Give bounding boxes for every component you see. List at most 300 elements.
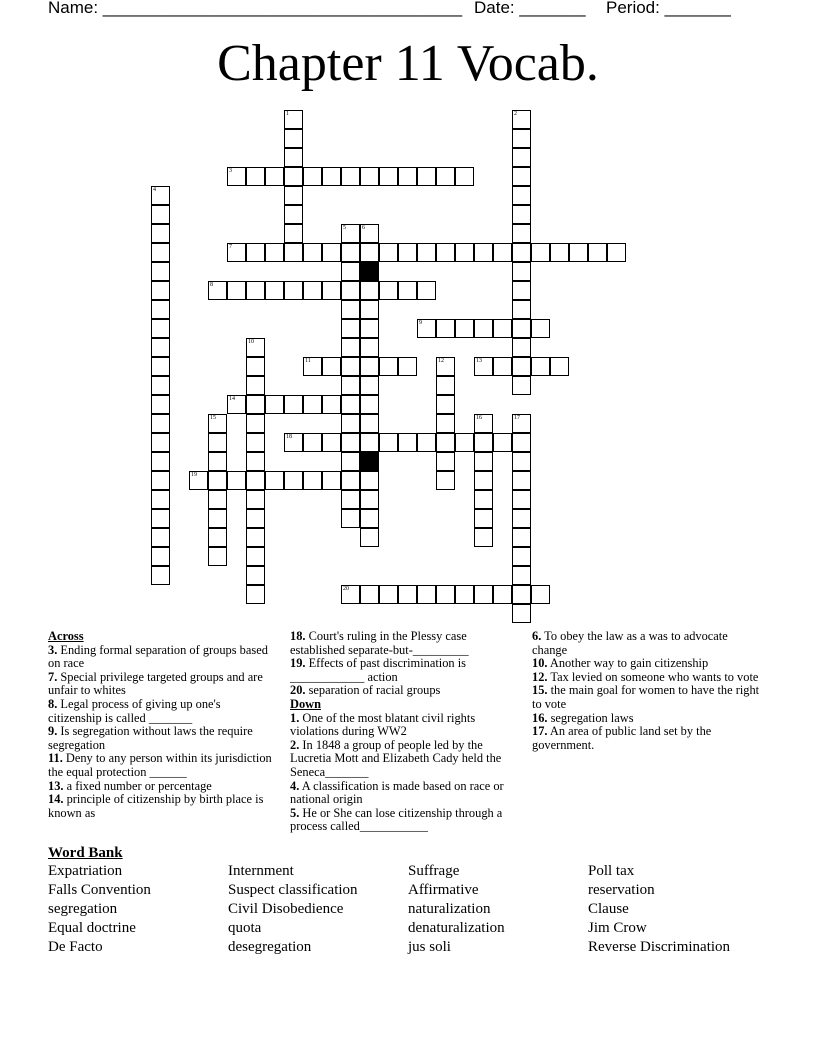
grid-cell[interactable] <box>512 129 531 148</box>
grid-cell[interactable] <box>512 414 531 433</box>
grid-cell[interactable] <box>436 471 455 490</box>
grid-cell[interactable] <box>208 547 227 566</box>
grid-cell[interactable] <box>265 243 284 262</box>
clue-number: 17 <box>514 415 520 421</box>
grid-cell[interactable] <box>360 414 379 433</box>
clue-number: 7 <box>229 244 232 250</box>
grid-cell[interactable] <box>322 357 341 376</box>
grid-cell[interactable] <box>550 243 569 262</box>
grid-cell[interactable] <box>512 224 531 243</box>
grid-cell[interactable] <box>151 414 170 433</box>
word-bank-item: quota <box>228 920 262 936</box>
word-bank-item: desegregation <box>228 939 312 955</box>
grid-cell[interactable] <box>284 148 303 167</box>
grid-cell[interactable] <box>512 262 531 281</box>
clue-item-text: Is segregation without laws the require segregation <box>48 724 253 752</box>
grid-cell[interactable] <box>455 585 474 604</box>
clue-item-text: One of the most blatant civil rights violations during WW2 <box>290 710 476 739</box>
grid-cell[interactable] <box>493 433 512 452</box>
grid-cell[interactable] <box>341 509 360 528</box>
grid-cell[interactable] <box>379 281 398 300</box>
grid-cell[interactable] <box>284 281 303 300</box>
clue-number: 10 <box>248 339 254 345</box>
clue-item <box>290 712 524 739</box>
clue-item-text: He or She can lose citizenship through a process called___________ <box>290 805 503 834</box>
grid-cell[interactable] <box>303 471 322 490</box>
grid-cell[interactable] <box>474 528 493 547</box>
grid-cell[interactable] <box>151 528 170 547</box>
grid-cell[interactable] <box>303 357 322 376</box>
grid-cell[interactable] <box>151 433 170 452</box>
grid-cell[interactable] <box>607 243 626 262</box>
grid-cell[interactable] <box>512 490 531 509</box>
grid-cell[interactable] <box>341 338 360 357</box>
clue-item-number: 5. <box>290 805 300 820</box>
grid-cell[interactable] <box>455 433 474 452</box>
grid-cell[interactable] <box>341 167 360 186</box>
clue-item-number: 7. <box>48 669 58 684</box>
grid-cell[interactable] <box>531 357 550 376</box>
grid-cell[interactable] <box>246 338 265 357</box>
grid-cell[interactable] <box>322 167 341 186</box>
grid-cell[interactable] <box>151 395 170 414</box>
grid-cell[interactable] <box>246 376 265 395</box>
grid-cell[interactable] <box>360 585 379 604</box>
grid-cell[interactable] <box>265 281 284 300</box>
grid-cell[interactable] <box>512 585 531 604</box>
clue-item <box>48 793 274 820</box>
grid-cell[interactable] <box>341 300 360 319</box>
grid-cell[interactable] <box>493 243 512 262</box>
grid-cell[interactable] <box>151 319 170 338</box>
grid-cell[interactable] <box>512 509 531 528</box>
grid-cell[interactable] <box>284 110 303 129</box>
grid-cell[interactable] <box>474 433 493 452</box>
grid-cell[interactable] <box>436 376 455 395</box>
grid-cell[interactable] <box>151 243 170 262</box>
grid-cell[interactable] <box>417 319 436 338</box>
grid-cell[interactable] <box>379 585 398 604</box>
grid-cell[interactable] <box>151 376 170 395</box>
grid-cell[interactable] <box>512 300 531 319</box>
grid-cell[interactable] <box>360 433 379 452</box>
grid-cell[interactable] <box>474 452 493 471</box>
grid-cell[interactable] <box>341 471 360 490</box>
grid-cell[interactable] <box>455 319 474 338</box>
word-bank-item: Reverse Discrimination <box>588 939 731 955</box>
grid-cell[interactable] <box>493 357 512 376</box>
grid-cell[interactable] <box>360 338 379 357</box>
clue-item <box>48 671 274 698</box>
grid-cell[interactable] <box>322 395 341 414</box>
grid-cell[interactable] <box>246 547 265 566</box>
clue-number: 12 <box>438 358 444 364</box>
clue-item-text: An area of public land set by the government. <box>532 724 712 752</box>
clue-item <box>532 712 764 726</box>
clue-item <box>532 725 764 752</box>
grid-cell[interactable] <box>436 414 455 433</box>
grid-cell[interactable] <box>436 357 455 376</box>
clue-item <box>532 684 764 711</box>
date-field-label: Date: _______ <box>474 0 586 17</box>
grid-cell[interactable] <box>360 528 379 547</box>
grid-cell[interactable] <box>208 528 227 547</box>
grid-cell[interactable] <box>303 167 322 186</box>
grid-cell[interactable] <box>360 281 379 300</box>
clue-item <box>532 657 764 671</box>
grid-cell[interactable] <box>474 243 493 262</box>
grid-cell[interactable] <box>474 509 493 528</box>
grid-cell[interactable] <box>151 509 170 528</box>
clue-item-number: 11. <box>48 751 63 766</box>
grid-cell[interactable] <box>322 243 341 262</box>
grid-cell[interactable] <box>151 338 170 357</box>
clues-column-1 <box>48 630 274 820</box>
grid-cell[interactable] <box>531 585 550 604</box>
grid-cell[interactable] <box>151 471 170 490</box>
clue-item-text: Legal process of giving up one's citizenship is called _______ <box>48 696 221 725</box>
clue-item-text: principle of citizenship by birth place is known as <box>48 792 264 820</box>
grid-cell[interactable] <box>360 395 379 414</box>
grid-cell[interactable] <box>246 243 265 262</box>
grid-cell[interactable] <box>398 167 417 186</box>
grid-cell[interactable] <box>208 433 227 452</box>
grid-cell[interactable] <box>151 186 170 205</box>
grid-cell[interactable] <box>550 357 569 376</box>
clue-item-number: 16. <box>532 710 548 725</box>
grid-cell[interactable] <box>341 376 360 395</box>
grid-cell[interactable] <box>436 585 455 604</box>
grid-cell[interactable] <box>151 262 170 281</box>
grid-cell[interactable] <box>474 490 493 509</box>
clues-column-3 <box>532 630 764 752</box>
grid-cell[interactable] <box>246 509 265 528</box>
clue-item <box>290 780 524 807</box>
grid-cell[interactable] <box>341 414 360 433</box>
grid-cell[interactable] <box>341 243 360 262</box>
grid-cell[interactable] <box>398 357 417 376</box>
grid-cell[interactable] <box>303 243 322 262</box>
grid-cell[interactable] <box>303 281 322 300</box>
grid-cell[interactable] <box>512 186 531 205</box>
clue-number: 16 <box>476 415 482 421</box>
clue-item-text: the main goal for women to have the right to vote <box>532 683 760 711</box>
grid-cell[interactable] <box>208 509 227 528</box>
grid-cell[interactable] <box>360 243 379 262</box>
grid-cell[interactable] <box>322 433 341 452</box>
clue-item-number: 19. <box>290 656 306 671</box>
grid-cell[interactable] <box>531 243 550 262</box>
grid-cell[interactable] <box>398 243 417 262</box>
grid-cell[interactable] <box>284 186 303 205</box>
grid-cell[interactable] <box>360 224 379 243</box>
grid-cell[interactable] <box>227 167 246 186</box>
grid-cell[interactable] <box>417 585 436 604</box>
grid-cell[interactable] <box>474 471 493 490</box>
clue-item-number: 18. <box>290 629 306 643</box>
clue-item-number: 20. <box>290 683 306 698</box>
grid-cell[interactable] <box>360 509 379 528</box>
grid-cell[interactable] <box>493 585 512 604</box>
grid-cell[interactable] <box>284 243 303 262</box>
grid-cell[interactable] <box>512 205 531 224</box>
grid-cell[interactable] <box>436 433 455 452</box>
grid-cell[interactable] <box>512 433 531 452</box>
grid-cell[interactable] <box>151 490 170 509</box>
grid-cell[interactable] <box>246 490 265 509</box>
grid-cell[interactable] <box>512 167 531 186</box>
grid-cell[interactable] <box>151 566 170 585</box>
grid-cell[interactable] <box>398 433 417 452</box>
word-bank-item: Expatriation <box>48 863 123 879</box>
clue-item-number: 6. <box>532 629 542 643</box>
clue-number: 2 <box>514 111 517 117</box>
grid-cell[interactable] <box>512 566 531 585</box>
clue-item <box>290 657 524 684</box>
grid-cell[interactable] <box>360 376 379 395</box>
grid-cell[interactable] <box>208 490 227 509</box>
word-bank-item: reservation <box>588 882 655 898</box>
clue-item-text: segregation laws <box>547 710 634 725</box>
grid-cell[interactable] <box>341 224 360 243</box>
grid-cell[interactable] <box>151 357 170 376</box>
grid-cell[interactable] <box>284 395 303 414</box>
grid-cell[interactable] <box>474 414 493 433</box>
grid-cell[interactable] <box>322 471 341 490</box>
clue-item <box>48 698 274 725</box>
grid-cell[interactable] <box>151 547 170 566</box>
grid-cell[interactable] <box>493 319 512 338</box>
grid-cell[interactable] <box>417 433 436 452</box>
across-clue-list <box>48 644 274 821</box>
grid-cell[interactable] <box>341 585 360 604</box>
clue-item-number: 2. <box>290 737 300 752</box>
grid-cell[interactable] <box>265 395 284 414</box>
clue-item-text: Tax levied on someone who wants to vote <box>547 669 759 684</box>
grid-cell[interactable] <box>379 167 398 186</box>
grid-cell[interactable] <box>246 357 265 376</box>
grid-cell[interactable] <box>246 566 265 585</box>
grid-cell[interactable] <box>398 585 417 604</box>
grid-cell[interactable] <box>246 414 265 433</box>
grid-cell[interactable] <box>512 604 531 623</box>
grid-cell[interactable] <box>417 243 436 262</box>
grid-cell[interactable] <box>531 319 550 338</box>
grid-cell[interactable] <box>341 452 360 471</box>
grid-cell[interactable] <box>227 471 246 490</box>
grid-cell[interactable] <box>151 224 170 243</box>
grid-cell[interactable] <box>227 281 246 300</box>
grid-cell[interactable] <box>455 243 474 262</box>
grid-cell[interactable] <box>360 357 379 376</box>
word-bank-item: Civil Disobedience <box>228 901 344 917</box>
word-bank-item: Suffrage <box>408 863 460 879</box>
grid-cell[interactable] <box>284 129 303 148</box>
clue-number: 9 <box>419 320 422 326</box>
clue-item-number: 8. <box>48 696 58 711</box>
grid-cell[interactable] <box>436 167 455 186</box>
grid-cell[interactable] <box>379 243 398 262</box>
clue-item-number: 4. <box>290 778 300 793</box>
grid-cell[interactable] <box>512 357 531 376</box>
grid-cell[interactable] <box>341 433 360 452</box>
grid-cell[interactable] <box>474 319 493 338</box>
grid-cell[interactable] <box>398 281 417 300</box>
grid-cell[interactable] <box>189 471 208 490</box>
grid-cell[interactable] <box>303 433 322 452</box>
grid-cell[interactable] <box>208 281 227 300</box>
grid-cell[interactable] <box>208 452 227 471</box>
clue-item-number: 15. <box>532 683 548 698</box>
grid-cell[interactable] <box>436 319 455 338</box>
word-bank-item: Affirmative <box>408 882 479 898</box>
word-bank-item: Clause <box>588 901 629 917</box>
grid-cell[interactable] <box>246 585 265 604</box>
grid-cell[interactable] <box>284 224 303 243</box>
grid-cell[interactable] <box>341 281 360 300</box>
clue-item <box>532 630 764 657</box>
grid-cell[interactable] <box>284 167 303 186</box>
grid-cell[interactable] <box>436 452 455 471</box>
clue-number: 13 <box>476 358 482 364</box>
clue-number: 4 <box>153 187 156 193</box>
clue-item-number: 14. <box>48 792 64 807</box>
clue-item-text: Ending formal separation of groups based on race <box>48 642 268 671</box>
clue-number: 19 <box>191 472 197 478</box>
grid-cell[interactable] <box>265 167 284 186</box>
grid-cell[interactable] <box>208 414 227 433</box>
clue-item <box>532 671 764 685</box>
grid-cell[interactable] <box>322 281 341 300</box>
grid-cell[interactable] <box>379 433 398 452</box>
clue-number: 8 <box>210 282 213 288</box>
clue-item <box>290 630 524 657</box>
grid-cell[interactable] <box>151 205 170 224</box>
grid-cell[interactable] <box>360 471 379 490</box>
clue-item <box>48 752 274 779</box>
clue-item <box>290 684 524 698</box>
grid-cell[interactable] <box>512 452 531 471</box>
grid-cell[interactable] <box>512 281 531 300</box>
grid-cell[interactable] <box>360 490 379 509</box>
grid-cell[interactable] <box>417 167 436 186</box>
grid-cell[interactable] <box>360 167 379 186</box>
word-bank-item: Internment <box>228 863 294 879</box>
grid-cell[interactable] <box>569 243 588 262</box>
clue-item-number: 9. <box>48 724 58 739</box>
grid-cell[interactable] <box>512 319 531 338</box>
word-bank-item: Jim Crow <box>588 920 647 936</box>
clues-column-2 <box>290 630 524 834</box>
clue-number: 15 <box>210 415 216 421</box>
grid-cell[interactable] <box>512 148 531 167</box>
grid-cell[interactable] <box>341 395 360 414</box>
grid-cell[interactable] <box>341 490 360 509</box>
grid-cell[interactable] <box>360 300 379 319</box>
clue-item-text: A classification is made based on race or national origin <box>290 778 504 807</box>
grid-cell[interactable] <box>303 395 322 414</box>
grid-cell[interactable] <box>512 243 531 262</box>
word-bank-item: denaturalization <box>408 920 505 936</box>
clue-item-text: separation of racial groups <box>305 683 441 698</box>
clue-item-number: 3. <box>48 642 58 657</box>
grid-cell[interactable] <box>512 338 531 357</box>
grid-cell[interactable] <box>246 433 265 452</box>
grid-cell[interactable] <box>227 395 246 414</box>
clue-item-number: 13. <box>48 778 64 793</box>
worksheet-title: Chapter 11 Vocab. <box>217 35 599 92</box>
clue-number: 6 <box>362 225 365 231</box>
clue-item-text: Deny to any person within its jurisdiction the equal protection ______ <box>48 751 272 779</box>
grid-cell[interactable] <box>151 281 170 300</box>
clue-item-text: In 1848 a group of people led by the Lucretia Mott and Elizabeth Cady held the Seneca_______ <box>290 737 502 779</box>
grid-cell[interactable] <box>436 243 455 262</box>
clue-item-number: 17. <box>532 724 548 739</box>
grid-cell[interactable] <box>512 471 531 490</box>
clue-item <box>48 780 274 794</box>
clue-number: 20 <box>343 586 349 592</box>
across-heading: Across <box>48 629 84 643</box>
clue-item-text: a fixed number or percentage <box>63 778 212 793</box>
down-heading: Down <box>290 696 321 711</box>
down-clue-list <box>290 712 524 834</box>
grid-cell[interactable] <box>227 243 246 262</box>
period-field-label: Period: _______ <box>606 0 731 17</box>
grid-cell[interactable] <box>455 167 474 186</box>
grid-cell[interactable] <box>379 357 398 376</box>
grid-cell[interactable] <box>246 471 265 490</box>
grid-cell[interactable] <box>151 452 170 471</box>
word-bank-title: Word Bank <box>48 845 123 861</box>
grid-cell[interactable] <box>512 547 531 566</box>
word-bank-item: naturalization <box>408 901 491 917</box>
grid-cell[interactable] <box>417 281 436 300</box>
word-bank-item: Suspect classification <box>228 882 358 898</box>
grid-cell[interactable] <box>151 300 170 319</box>
grid-cell[interactable] <box>246 281 265 300</box>
grid-cell[interactable] <box>284 205 303 224</box>
clue-number: 11 <box>305 358 311 364</box>
word-bank-item: Poll tax <box>588 863 635 879</box>
grid-cell[interactable] <box>208 471 227 490</box>
grid-cell[interactable] <box>284 471 303 490</box>
grid-cell[interactable] <box>588 243 607 262</box>
word-bank-item: Falls Convention <box>48 882 151 898</box>
clue-item-text: Special privilege targeted groups and are unfair to whites <box>48 669 263 698</box>
grid-cell[interactable] <box>341 319 360 338</box>
clue-item <box>48 644 274 671</box>
grid-cell[interactable] <box>512 376 531 395</box>
grid-cell[interactable] <box>265 471 284 490</box>
grid-cell[interactable] <box>512 528 531 547</box>
grid-cell[interactable] <box>360 319 379 338</box>
grid-cell[interactable] <box>341 262 360 281</box>
grid-cell[interactable] <box>474 585 493 604</box>
clue-item <box>48 725 274 752</box>
clue-number: 14 <box>229 396 235 402</box>
grid-cell[interactable] <box>246 395 265 414</box>
clue-item-text: Court's ruling in the Plessy case established separate-but-_________ <box>290 629 469 657</box>
grid-cell[interactable] <box>341 357 360 376</box>
grid-cell[interactable] <box>436 395 455 414</box>
grid-black-cell <box>360 452 379 471</box>
grid-cell[interactable] <box>284 433 303 452</box>
grid-cell[interactable] <box>246 528 265 547</box>
grid-cell[interactable] <box>512 110 531 129</box>
grid-cell[interactable] <box>246 167 265 186</box>
grid-cell[interactable] <box>246 452 265 471</box>
grid-cell[interactable] <box>474 357 493 376</box>
